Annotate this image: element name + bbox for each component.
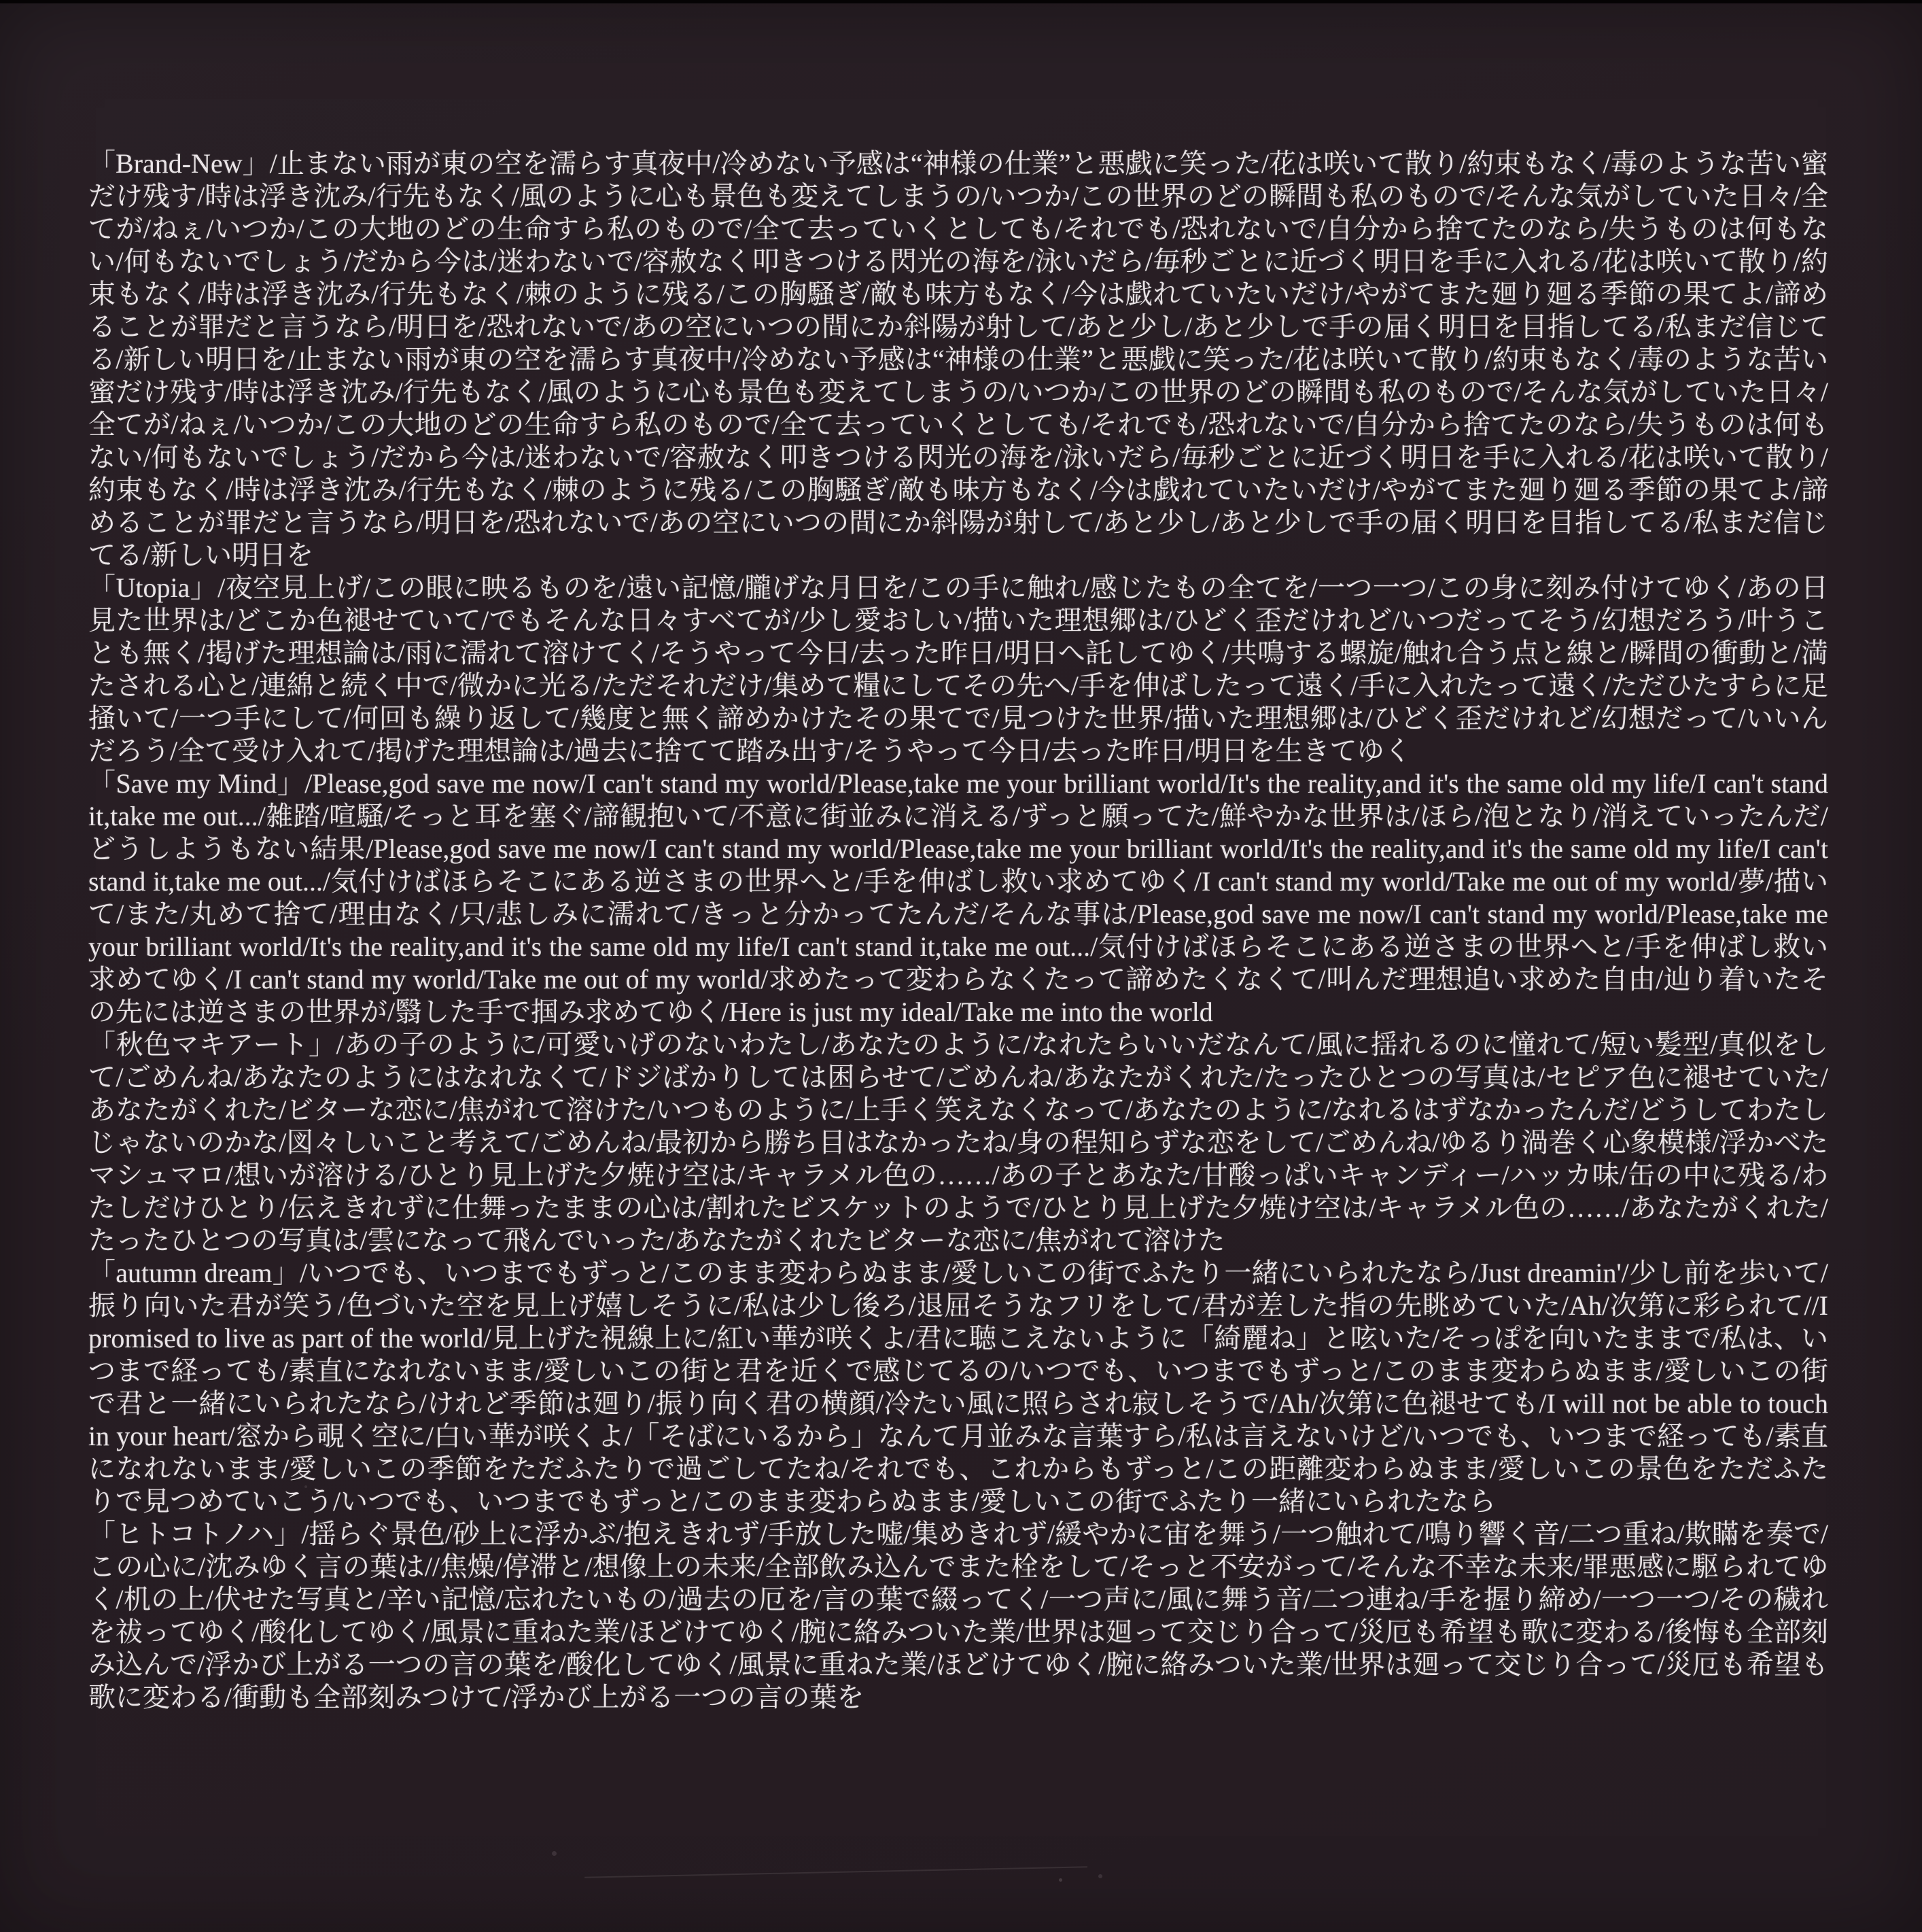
song-lyrics-brand-new: 「Brand-New」/止まない雨が東の空を濡らす真夜中/冷めない予感は“神様の仕業”と悪戯に笑った/花は咲いて散り/約束もなく/毒のような苦い蜜だけ残す/時は浮き沈み/行先もなく/風のように心も景色も変えてしまうの/いつか/この世界のどの瞬間も私のもので/そんな気がしていた日々/全てが/ねぇ/いつか/この大地のどの生命すら私のもので/全て去っていくとしても/それでも/恐れないで/自分から捨てたのなら/失うものは何もない/何もないでしょう/だから今は/迷わないで/容赦なく叩きつける閃光の海を/泳いだら/毎秒ごとに近づく明日を手に入れる/花は咲いて散り/約束もなく/時は浮き沈み/行先もなく/棘のように残る/この胸騒ぎ/敵も味方もなく/今は戯れていたいだけ/やがてまた廻り廻る季節の果てよ/諦めることが罪だと言うなら/明日を/恐れないで/あの空にいつの間にか斜陽が射して/あと少し/あと少しで手の届く明日を目指してる/私まだ信じてる/新しい明日を/止まない雨が東の空を濡らす真夜中/冷めない予感は“神様の仕業”と悪戯に笑った/花は咲いて散り/約束もなく/毒のような苦い蜜だけ残す/時は浮き沈み/行先もなく/風のように心も景色も変えてしまうの/いつか/この世界のどの瞬間も私のもので/そんな気がしていた日々/全てが/ねぇ/いつか/この大地のどの生命すら私のもので/全て去っていくとしても/それでも/恐れないで/自分から捨てたのなら/失うものは何もない/何もないでしょう/だから今は/迷わないで/容赦なく叩きつける閃光の海を/泳いだら/毎秒ごとに近づく明日を手に入れる/花は咲いて散り/約束もなく/時は浮き沈み/行先もなく/棘のように残る/この胸騒ぎ/敵も味方もなく/今は戯れていたいだけ/やがてまた廻り廻る季節の果てよ/諦めることが罪だと言うなら/明日を/恐れないで/あの空にいつの間にか斜陽が射して/あと少し/あと少しで手の届く明日を目指してる/私まだ信じてる/新しい明日を [88,148,1828,570]
song-lyrics-save-my-mind: 「Save my Mind」/Please,god save me now/I can't stand my world/Please,take me your brilliant world/It's the reality,and it's the same old my life/I can't stand it,take me out.../雑踏/喧騒/そっと耳を塞ぐ/諦観抱いて/不意に街並みに消える/ずっと願ってた/鮮やかな世界は/ほら/泡となり/消えていったんだ/どうしようもない結果/Please,god save me now/I can't stand my world/Please,take me your brilliant world/It's the reality,and it's the same old my life/I can't stand it,take me out.../気付けばほらそこにある逆さまの世界へと/手を伸ばし救い求めてゆく/I can't stand my world/Take me out of my world/夢/描いて/また/丸めて捨て/理由なく/只/悲しみに濡れて/きっと分かってたんだ/そんな事は/Please,god save me now/I can't stand my world/Please,take me your brilliant world/It's the reality,and it's the same old my life/I can't stand it,take me out.../気付けばほらそこにある逆さまの世界へと/手を伸ばし救い求めてゆく/I can't stand my world/Take me out of my world/求めたって変わらなくたって諦めたくなくて/叫んだ理想追い求めた自由/辿り着いたその先には逆さまの世界が/翳した手で掴み求めてゆく/Here is just my ideal/Take me into the world [88,768,1828,1027]
booklet-page [0,3,1922,1932]
song-lyrics-hitokotonoha: 「ヒトコトノハ」/揺らぐ景色/砂上に浮かぶ/抱えきれず/手放した嘘/集めきれず/緩やかに宙を舞う/一つ触れて/鳴り響く音/二つ重ね/欺瞞を奏で/この心に/沈みゆく言の葉は//焦燥/停滞と/想像上の未来/全部飲み込んでまた栓をして/そっと不安がって/そんな不幸な未来/罪悪感に駆られてゆく/机の上/伏せた写真と/辛い記憶/忘れたいもの/過去の厄を/言の葉で綴ってく/一つ声に/風に舞う音/二つ連ね/手を握り締め/一つ一つ/その穢れを祓ってゆく/酸化してゆく/風景に重ねた業/ほどけてゆく/腕に絡みついた業/世界は廻って交じり合って/災厄も希望も歌に変わる/後悔も全部刻み込んで/浮かび上がる一つの言の葉を/酸化してゆく/風景に重ねた業/ほどけてゆく/腕に絡みついた業/世界は廻って交じり合って/災厄も希望も歌に変わる/衝動も全部刻みつけて/浮かび上がる一つの言の葉を [88,1519,1828,1712]
dust-speck [552,1851,557,1856]
scan-edge-top [0,0,1922,3]
lyrics-block [88,148,1828,1714]
song-lyrics-autumn-dream: 「autumn dream」/いつでも、いつまでもずっと/このまま変わらぬまま/愛しいこの街でふたり一緒にいられたなら/Just dreamin'/少し前を歩いて/振り向いた君が笑う/色づいた空を見上げ嬉しそうに/私は少し後ろ/退屈そうなフリをして/君が差した指の先眺めていた/Ah/次第に彩られて//I promised to live as part of the world/見上げた視線上に/紅い華が咲くよ/君に聴こえないように「綺麗ね」と呟いた/そっぽを向いたままで/私は、いつまで経っても/素直になれないまま/愛しいこの街と君を近くで感じてるの/いつでも、いつまでもずっと/このまま変わらぬまま/愛しいこの街で君と一緒にいられたなら/けれど季節は廻り/振り向く君の横顔/冷たい風に照らされ寂しそうで/Ah/次第に色褪せても/I will not be able to touch in your heart/窓から覗く空に/白い華が咲くよ/「そばにいるから」なんて月並みな言葉すら/私は言えないけど/いつでも、いつまで経っても/素直になれないまま/愛しいこの季節をただふたりで過ごしてたね/それでも、これからもずっと/この距離変わらぬまま/愛しいこの景色をただふたりで見つめていこう/いつでも、いつまでもずっと/このまま変わらぬまま/愛しいこの街でふたり一緒にいられたなら [88,1258,1828,1517]
dust-speck [1098,1874,1102,1878]
dust-speck [1059,1878,1062,1882]
song-lyrics-akiiro-macchiato: 「秋色マキアート」/あの子のように/可愛いげのないわたし/あなたのように/なれたらいいだなんて/風に揺れるのに憧れて/短い髪型/真似をして/ごめんね/あなたのようにはなれなくて/ドジばかりしては困らせて/ごめんね/あなたがくれた/たったひとつの写真は/セピア色に褪せていた/あなたがくれた/ビターな恋に/焦がれて溶けた/いつものように/上手く笑えなくなって/あなたのように/なれるはずなかったんだ/どうしてわたしじゃないのかな/図々しいこと考えて/ごめんね/最初から勝ち目はなかったね/身の程知らずな恋をして/ごめんね/ゆるり渦巻く心象模様/浮かべたマシュマロ/想いが溶ける/ひとり見上げた夕焼け空は/キャラメル色の……/あの子とあなた/甘酸っぱいキャンディー/ハッカ味/缶の中に残る/わたしだけひとり/伝えきれずに仕舞ったままの心は/割れたビスケットのようで/ひとり見上げた夕焼け空は/キャラメル色の……/あなたがくれた/たったひとつの写真は/雲になって飛んでいった/あなたがくれたビターな恋に/焦がれて溶けた [88,1029,1828,1256]
song-lyrics-utopia: 「Utopia」/夜空見上げ/この眼に映るものを/遠い記憶/朧げな月日を/この手に触れ/感じたもの全てを/一つ一つ/この身に刻み付けてゆく/あの日見た世界は/どこか色褪せていて/でもそんな日々すべてが/少し愛おしい/描いた理想郷は/ひどく歪だけれど/いつだってそう/幻想だろう/叶うことも無く/掲げた理想論は/雨に濡れて溶けてく/そうやって今日/去った昨日/明日へ託してゆく/共鳴する螺旋/触れ合う点と線と/瞬間の衝動と/満たされる心と/連綿と続く中で/微かに光る/ただそれだけ/集めて糧にしてその先へ/手を伸ばしたって遠く/手に入れたって遠く/ただひたすらに足掻いて/一つ手にして/何回も繰り返して/幾度と無く諦めかけたその果てで/見つけた世界/描いた理想郷は/ひどく歪だけれど/幻想だって/いいんだろう/全て受け入れて/掲げた理想論は/過去に捨てて踏み出す/そうやって今日/去った昨日/明日を生きてゆく [88,572,1828,766]
scan-scratch-line [584,1866,1087,1878]
dust-speck [304,1485,307,1488]
